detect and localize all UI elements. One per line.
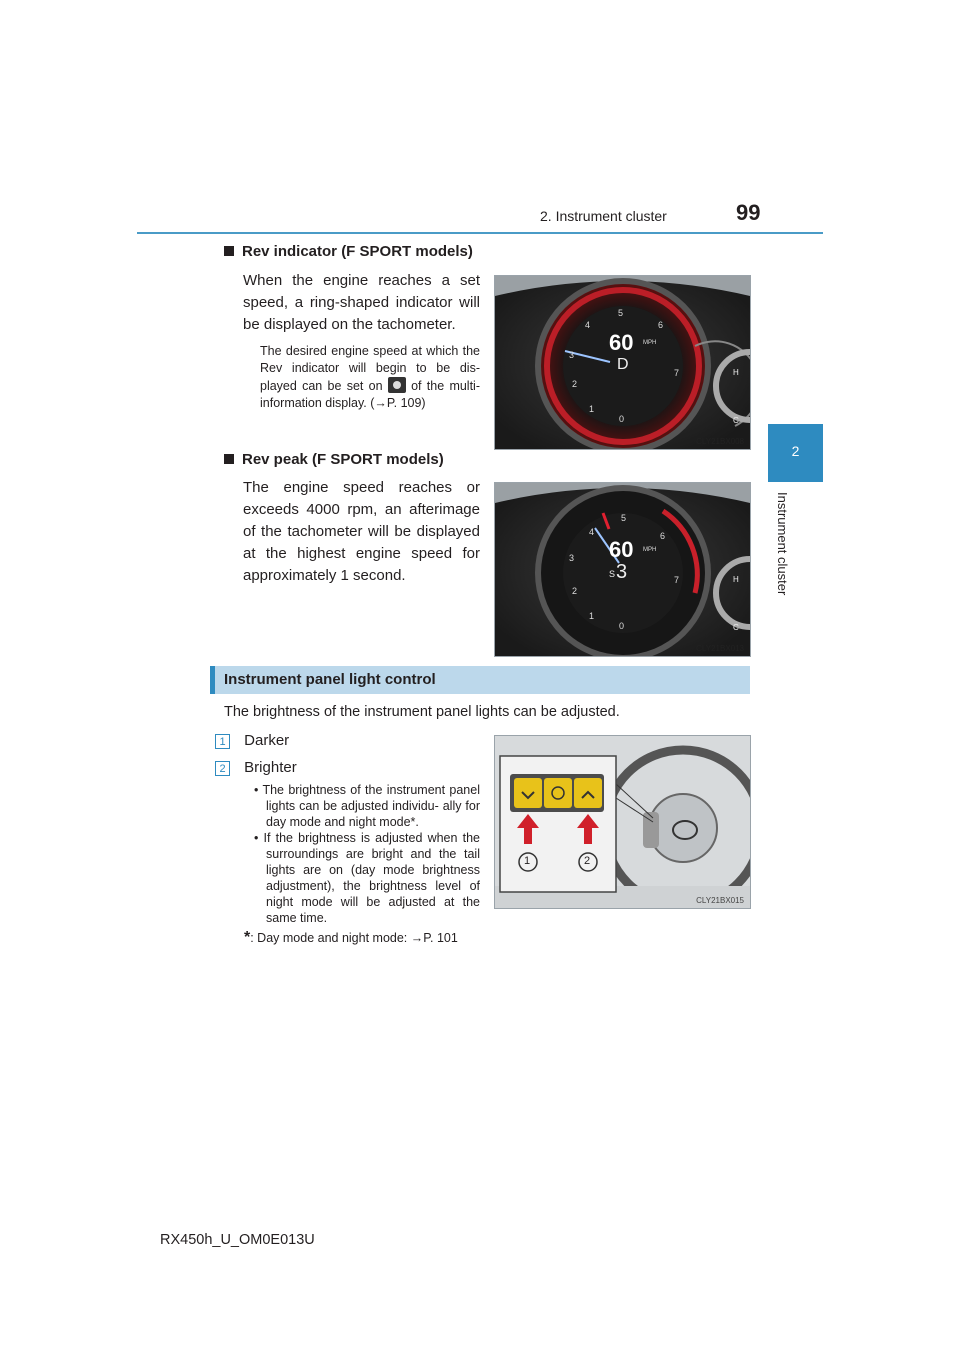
square-bullet-icon bbox=[224, 454, 234, 464]
gear-indicator: D bbox=[617, 356, 629, 373]
tick-5: 5 bbox=[621, 513, 627, 523]
figure-code: CLY21BX015 bbox=[696, 896, 744, 905]
tick-4: 4 bbox=[585, 320, 591, 330]
panel-light-intro: The brightness of the instrument panel lights can be adjusted. bbox=[224, 704, 620, 720]
gauge-c: C bbox=[733, 623, 739, 632]
tick-0: 0 bbox=[619, 621, 625, 631]
tick-0: 0 bbox=[619, 414, 625, 424]
panel-light-figure bbox=[494, 735, 751, 909]
speed-readout: 60 bbox=[609, 330, 634, 355]
section-heading-bar bbox=[210, 666, 750, 694]
item-brighter bbox=[215, 759, 297, 776]
speed-unit: MPH bbox=[643, 340, 657, 346]
arrow-icon: → bbox=[374, 396, 387, 410]
figure-code: CLY21BX013 bbox=[696, 644, 744, 653]
tick-3: 3 bbox=[569, 350, 575, 360]
bullet-list bbox=[250, 782, 480, 926]
rev-indicator-body: When the engine reaches a set speed, a ring-shaped indicator will be displayed on the tachometer. bbox=[243, 272, 480, 333]
speed-unit: MPH bbox=[643, 547, 657, 553]
tick-5: 5 bbox=[618, 308, 624, 318]
note-text-2: of the multi- information display. ( bbox=[260, 379, 480, 410]
callout-2: 2 bbox=[584, 855, 591, 867]
footnote-mark: * bbox=[244, 929, 251, 946]
tick-4: 4 bbox=[589, 527, 595, 537]
document-code: RX450h_U_OM0E013U bbox=[160, 1232, 315, 1248]
number-badge: 2 bbox=[215, 761, 230, 776]
rev-indicator-heading bbox=[224, 243, 473, 260]
settings-display-icon bbox=[388, 377, 406, 393]
gauge-h: H bbox=[733, 368, 739, 377]
rev-indicator-figure bbox=[494, 275, 751, 450]
tick-1: 1 bbox=[589, 404, 595, 414]
item-darker bbox=[215, 732, 289, 749]
gear-indicator: 3 bbox=[616, 561, 628, 583]
square-bullet-icon bbox=[224, 246, 234, 256]
figure-code: CLY21BX008 bbox=[696, 437, 744, 446]
rev-peak-heading bbox=[224, 451, 444, 468]
rev-indicator-note bbox=[260, 343, 480, 412]
gear-prefix: S bbox=[609, 569, 616, 579]
tick-3: 3 bbox=[569, 553, 575, 563]
steering-switch-illustration bbox=[495, 736, 750, 908]
speed-readout: 60 bbox=[609, 537, 634, 562]
item-label: Brighter bbox=[244, 759, 297, 776]
heading-text: Rev indicator (F SPORT models) bbox=[242, 243, 473, 260]
gauge-h: H bbox=[733, 575, 739, 584]
item-label: Darker bbox=[244, 732, 290, 749]
bullet-item: • If the brightness is adjusted when the surroundings are bright and the tail lights are on (day mode brightness adjustment), the brightness level of night mode will be adjusted at the same time. bbox=[254, 831, 480, 925]
tick-7: 7 bbox=[674, 575, 680, 585]
page-ref-link[interactable]: P. 109) bbox=[386, 396, 426, 410]
header-rule bbox=[137, 232, 823, 234]
note-text: The desired engine speed at which the Rev indicator will begin to be dis- played can be set on bbox=[260, 344, 480, 393]
tick-1: 1 bbox=[589, 611, 595, 621]
footnote-text: : Day mode and night mode: bbox=[250, 931, 408, 945]
tick-6: 6 bbox=[658, 320, 664, 330]
footnote bbox=[244, 929, 458, 947]
tick-7: 7 bbox=[674, 368, 680, 378]
arrow-icon: → bbox=[410, 931, 424, 945]
footnote-ref-link[interactable]: P. 101 bbox=[423, 931, 458, 945]
chapter-tab[interactable]: 2 bbox=[768, 424, 823, 482]
callout-1: 1 bbox=[524, 855, 531, 867]
section-title: 2. Instrument cluster bbox=[540, 208, 667, 224]
page-number: 99 bbox=[736, 200, 761, 225]
tick-6: 6 bbox=[660, 531, 666, 541]
heading-text: Rev peak (F SPORT models) bbox=[242, 451, 444, 468]
gauge-c: C bbox=[733, 416, 739, 425]
number-badge: 1 bbox=[215, 734, 230, 749]
tick-2: 2 bbox=[572, 379, 578, 389]
rev-peak-body: The engine speed reaches or exceeds 4000 rpm, an afterimage of the tachometer will be displayed at the highest engine speed for approximately 1 second. bbox=[243, 479, 480, 584]
bullet-item: • The brightness of the instrument panel lights can be adjusted individu- ally for day mode and night mode*. bbox=[254, 783, 480, 829]
rev-peak-figure bbox=[494, 482, 751, 657]
tick-2: 2 bbox=[572, 586, 578, 596]
chapter-label: Instrument cluster bbox=[775, 492, 790, 596]
section-heading: Instrument panel light control bbox=[224, 671, 436, 688]
